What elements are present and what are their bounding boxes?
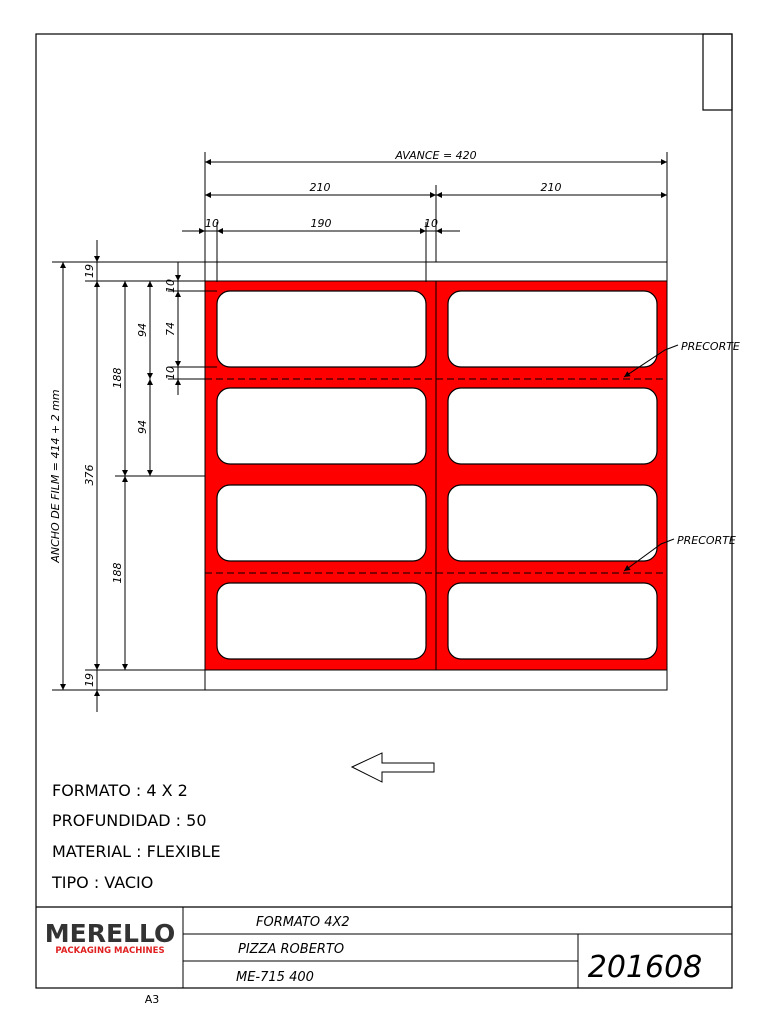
dim-half-a: 188: [111, 367, 124, 389]
spec-formato: FORMATO : 4 X 2: [52, 781, 188, 800]
horizontal-dimension-labels: [205, 149, 562, 230]
logo-main: MERELLO: [44, 919, 176, 948]
spec-tipo: TIPO : VACIO: [52, 873, 154, 892]
tb-client: PIZZA ROBERTO: [238, 942, 345, 957]
logo-sub: PACKAGING MACHINES: [55, 946, 165, 956]
tb-number: 201608: [587, 950, 703, 985]
specs-block: [51, 781, 221, 892]
dim-half-right: 210: [540, 181, 562, 194]
dim-avance: AVANCE = 420: [395, 149, 477, 162]
cavity: [448, 291, 657, 367]
dim-cavity-h: 74: [164, 322, 177, 336]
dim-half-b: 188: [111, 562, 124, 584]
dim-gap-top: 10: [164, 279, 177, 293]
cavity: [448, 485, 657, 561]
dim-top-margin: 19: [83, 264, 96, 278]
cavity: [217, 291, 426, 367]
dim-margin-right: 10: [424, 217, 438, 230]
dim-half-left: 210: [309, 181, 331, 194]
dim-pitch-a: 94: [136, 323, 149, 337]
precorte-label-1: PRECORTE: [681, 340, 740, 353]
dim-margin-left: 10: [205, 217, 219, 230]
dim-bottom-margin: 19: [83, 673, 96, 687]
dim-film-width: ANCHO DE FILM = 414 + 2 mm: [49, 389, 62, 563]
spec-material: MATERIAL : FLEXIBLE: [52, 842, 221, 861]
cavity: [217, 485, 426, 561]
dim-inner-width: 190: [310, 217, 332, 230]
precorte-label-2: PRECORTE: [677, 534, 736, 547]
merello-logo: [45, 919, 176, 956]
spec-profundidad: PROFUNDIDAD : 50: [52, 811, 207, 830]
cavity: [448, 388, 657, 464]
dim-gap-mid: 10: [164, 366, 177, 380]
cavity: [217, 583, 426, 659]
dim-pitch-b: 94: [136, 420, 149, 434]
direction-arrow-icon: [352, 753, 434, 782]
cavity: [217, 388, 426, 464]
cavity-grid: [205, 281, 667, 670]
vertical-dimensions: [52, 240, 217, 712]
sheet-size: A3: [144, 993, 160, 1006]
dim-total: 376: [83, 464, 96, 486]
tb-machine: ME-715 400: [236, 970, 314, 985]
tb-formato: FORMATO 4X2: [256, 915, 350, 930]
cavity: [448, 583, 657, 659]
